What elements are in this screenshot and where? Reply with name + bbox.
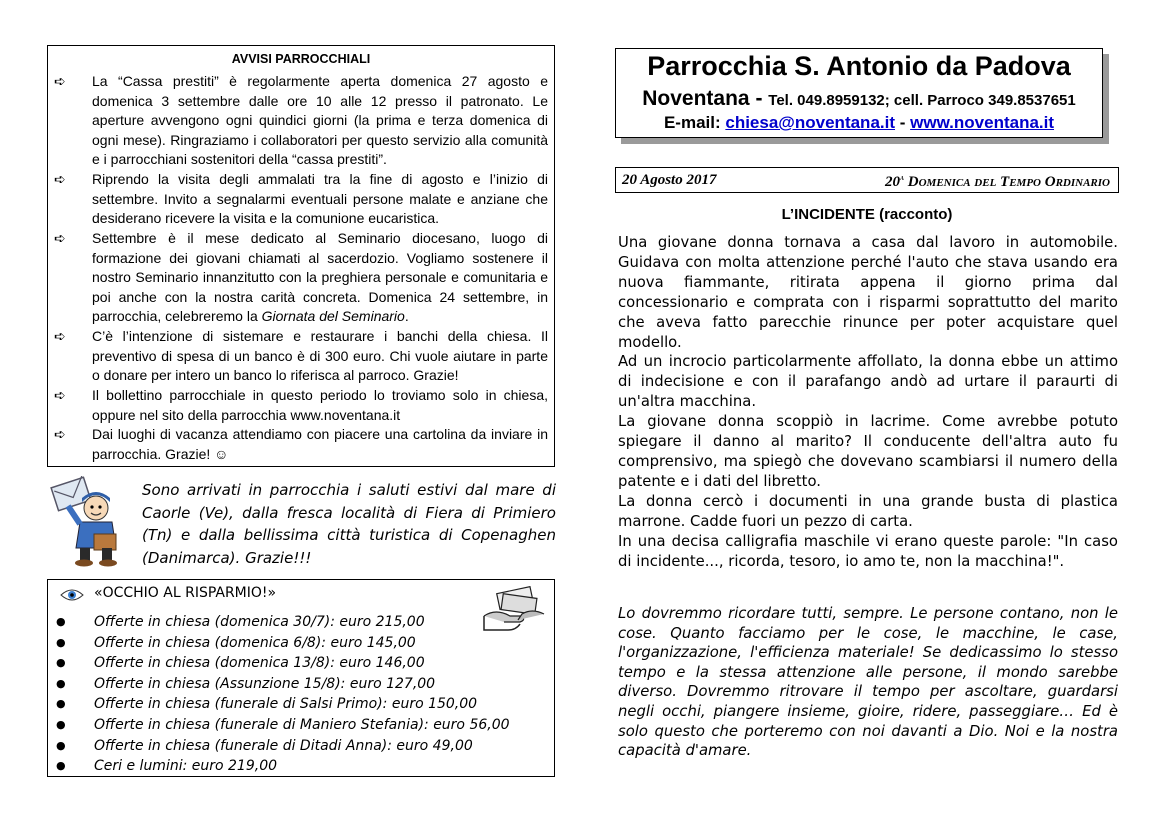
avviso-text: Il bollettino parrocchiale in questo periodo lo troviamo solo in chiesa, oppure nel sito della parrocchia www.noventana.it	[92, 387, 548, 423]
avvisi-box	[47, 45, 555, 467]
website-link[interactable]: www.noventana.it	[910, 113, 1055, 132]
risparmio-title: «OCCHIO AL RISPARMIO!»	[94, 585, 277, 601]
story-paragraph: La giovane donna scoppiò in lacrime. Come avrebbe potuto spiegare il danno al marito? Il conducente dell'altra auto fu comprensivo, ma spiegò che dovevano scambiarsi il numero della patente e i dati del libretto.	[618, 413, 1118, 490]
parish-header	[615, 48, 1103, 138]
mail-carrier-icon	[50, 476, 128, 568]
list-item	[48, 674, 548, 695]
sunday-ordinal: 20	[885, 174, 900, 190]
avviso-text: La “Cassa prestiti” è regolarmente aperta domenica 27 agosto e domenica 3 settembre dalle ore 10 alle 12 presso il patronato. Le aperture avvengono ogni quindici giorni (la prima e terza domenica di ogni mese). Ringraziamo i collaboratori per questo servizio alla comunità e i parrocchiani sostenitori della “cassa prestiti”.	[92, 73, 548, 167]
story-moral: Lo dovremmo ricordare tutti, sempre. Le persone contano, non le cose. Quanto facciamo per le cose, le macchine, le case, l'organizzazione, l'efficienza materiale! Se dedicassimo lo stesso tempo e la stessa attenzione alle persone, il mondo sarebbe diverso. Dovremmo ritrovare il tempo per ascoltare, guardarsi negli occhi, piangere insieme, gioire, ridere, passeggiare… Ed è solo questo che porteremo con noi davanti a Dio. Noi e la nostra capacità d'amare.	[618, 605, 1118, 760]
link-separator: -	[895, 113, 911, 132]
bullet-icon: ●	[56, 738, 66, 752]
email-link[interactable]: chiesa@noventana.it	[725, 113, 896, 132]
list-item	[48, 612, 548, 633]
dateline	[615, 167, 1119, 193]
avviso-item	[54, 425, 548, 464]
avviso-item	[54, 170, 548, 229]
avviso-text: Dai luoghi di vacanza attendiamo con piacere una cartolina da inviare in parrocchia. Grazie! ☺	[92, 426, 548, 462]
risparmio-item: Offerte in chiesa (funerale di Ditadi Anna): euro 49,00	[94, 737, 473, 754]
arrow-right-icon: ➪	[54, 171, 66, 187]
saluti-text: Sono arrivati in parrocchia i saluti estivi dal mare di Caorle (Ve), dalla fresca località di Fiera di Primiero (Tn) e dalla bellissima città turistica di Copenaghen (Danimarca). Grazie!!!	[142, 481, 556, 567]
avviso-item	[54, 327, 548, 386]
parish-contacts	[616, 87, 1102, 111]
risparmio-item: Offerte in chiesa (domenica 13/8): euro 146,00	[94, 655, 425, 672]
parish-links	[616, 113, 1102, 133]
giornata-seminario: Giornata del Seminario	[261, 308, 405, 324]
bullet-icon: ●	[56, 656, 66, 670]
arrow-right-icon: ➪	[54, 426, 66, 442]
arrow-right-icon: ➪	[54, 230, 66, 246]
avviso-text: Riprendo la visita degli ammalati tra la fine di agosto e l’inizio di settembre. Invito a segnalarmi eventuali persone malate e anziane che desiderano ricevere la visita e la comunione eucaristica.	[92, 171, 548, 226]
list-item	[48, 653, 548, 674]
sunday-name: Domenica del Tempo Ordinario	[904, 174, 1110, 190]
bullet-icon: ●	[56, 676, 66, 690]
arrow-right-icon: ➪	[54, 73, 66, 89]
issue-date: 20 Agosto 2017	[622, 172, 717, 188]
story-paragraph: Una giovane donna tornava a casa dal lavoro in automobile. Guidava con molta attenzione perché l'auto che stava usando era nuova fiammante, ritirata appena il giorno prima dal concessionario e comprata con i risparmi soprattutto del marito che aveva fatto parecchie rinunce per poter acquistare quel modello.	[618, 234, 1118, 351]
bullet-icon: ●	[56, 759, 66, 773]
risparmio-item: Ceri e lumini: euro 219,00	[94, 758, 278, 775]
arrow-right-icon: ➪	[54, 387, 66, 403]
risparmio-item: Offerte in chiesa (Assunzione 15/8): euro 127,00	[94, 675, 436, 692]
risparmio-item: Offerte in chiesa (funerale di Maniero Stefania): euro 56,00	[94, 717, 510, 733]
avviso-text-part: .	[404, 308, 409, 324]
story-title: L’INCIDENTE (racconto)	[781, 206, 953, 223]
risparmio-box	[47, 579, 555, 777]
phone-numbers: Tel. 049.8959132; cell. Parroco 349.8537651	[768, 92, 1076, 109]
arrow-right-icon: ➪	[54, 328, 66, 344]
risparmio-item: Offerte in chiesa (funerale di Salsi Primo): euro 150,00	[94, 696, 478, 713]
avviso-text: C’è l’intenzione di sistemare e restaurare i banchi della chiesa. Il preventivo di spesa di un banco è di 300 euro. Chi vuole aiutare in parte o donare per intero un banco lo riferisca al parroco. Grazie!	[92, 328, 548, 383]
avvisi-title: AVVISI PARROCCHIALI	[231, 52, 371, 66]
avviso-item	[54, 72, 548, 170]
list-item	[48, 736, 548, 757]
eye-icon	[60, 588, 84, 602]
bullet-icon: ●	[56, 635, 66, 649]
bullet-icon: ●	[56, 615, 66, 628]
town-name: Noventana -	[642, 87, 769, 110]
ordinal-suffix: a	[900, 172, 905, 182]
list-item	[48, 715, 548, 736]
story-paragraph: Ad un incrocio particolarmente affollato, la donna ebbe un attimo di indecisione e con il parafango andò ad urtare il paraurti di un'altra macchina.	[618, 353, 1118, 411]
story-paragraph: La donna cercò i documenti in una grande busta di plastica marrone. Cadde fuori un pezzo di carta.	[618, 492, 1118, 530]
risparmio-item: Offerte in chiesa (domenica 30/7): euro 215,00	[94, 614, 425, 630]
avviso-text-part: Settembre è il mese dedicato al Seminario diocesano, luogo di formazione dei giovani chiamati al sacerdozio. Vogliamo sostenere il nostro Seminario innanzitutto con la preghiera personale e comunitaria e poi anche con la nostra carità concreta. Domenica 24 settembre, in parrocchia, celebreremo la	[92, 230, 548, 324]
avviso-item	[54, 229, 548, 327]
list-item	[48, 633, 548, 654]
list-item	[48, 756, 548, 777]
parish-title: Parrocchia S. Antonio da Padova	[647, 51, 1071, 81]
risparmio-item: Offerte in chiesa (domenica 6/8): euro 145,00	[94, 634, 416, 651]
bullet-icon: ●	[56, 718, 66, 731]
story-paragraph: In una decisa calligrafia maschile vi erano queste parole: "In caso di incidente..., ricorda, tesoro, io amo te, non la macchina!".	[618, 532, 1118, 570]
story-body	[618, 233, 1118, 571]
list-item	[48, 694, 548, 715]
avviso-text	[92, 229, 548, 327]
email-label: E-mail:	[663, 113, 726, 132]
liturgical-sunday	[885, 172, 1110, 191]
bullet-icon: ●	[56, 697, 66, 711]
avviso-item	[54, 386, 548, 425]
